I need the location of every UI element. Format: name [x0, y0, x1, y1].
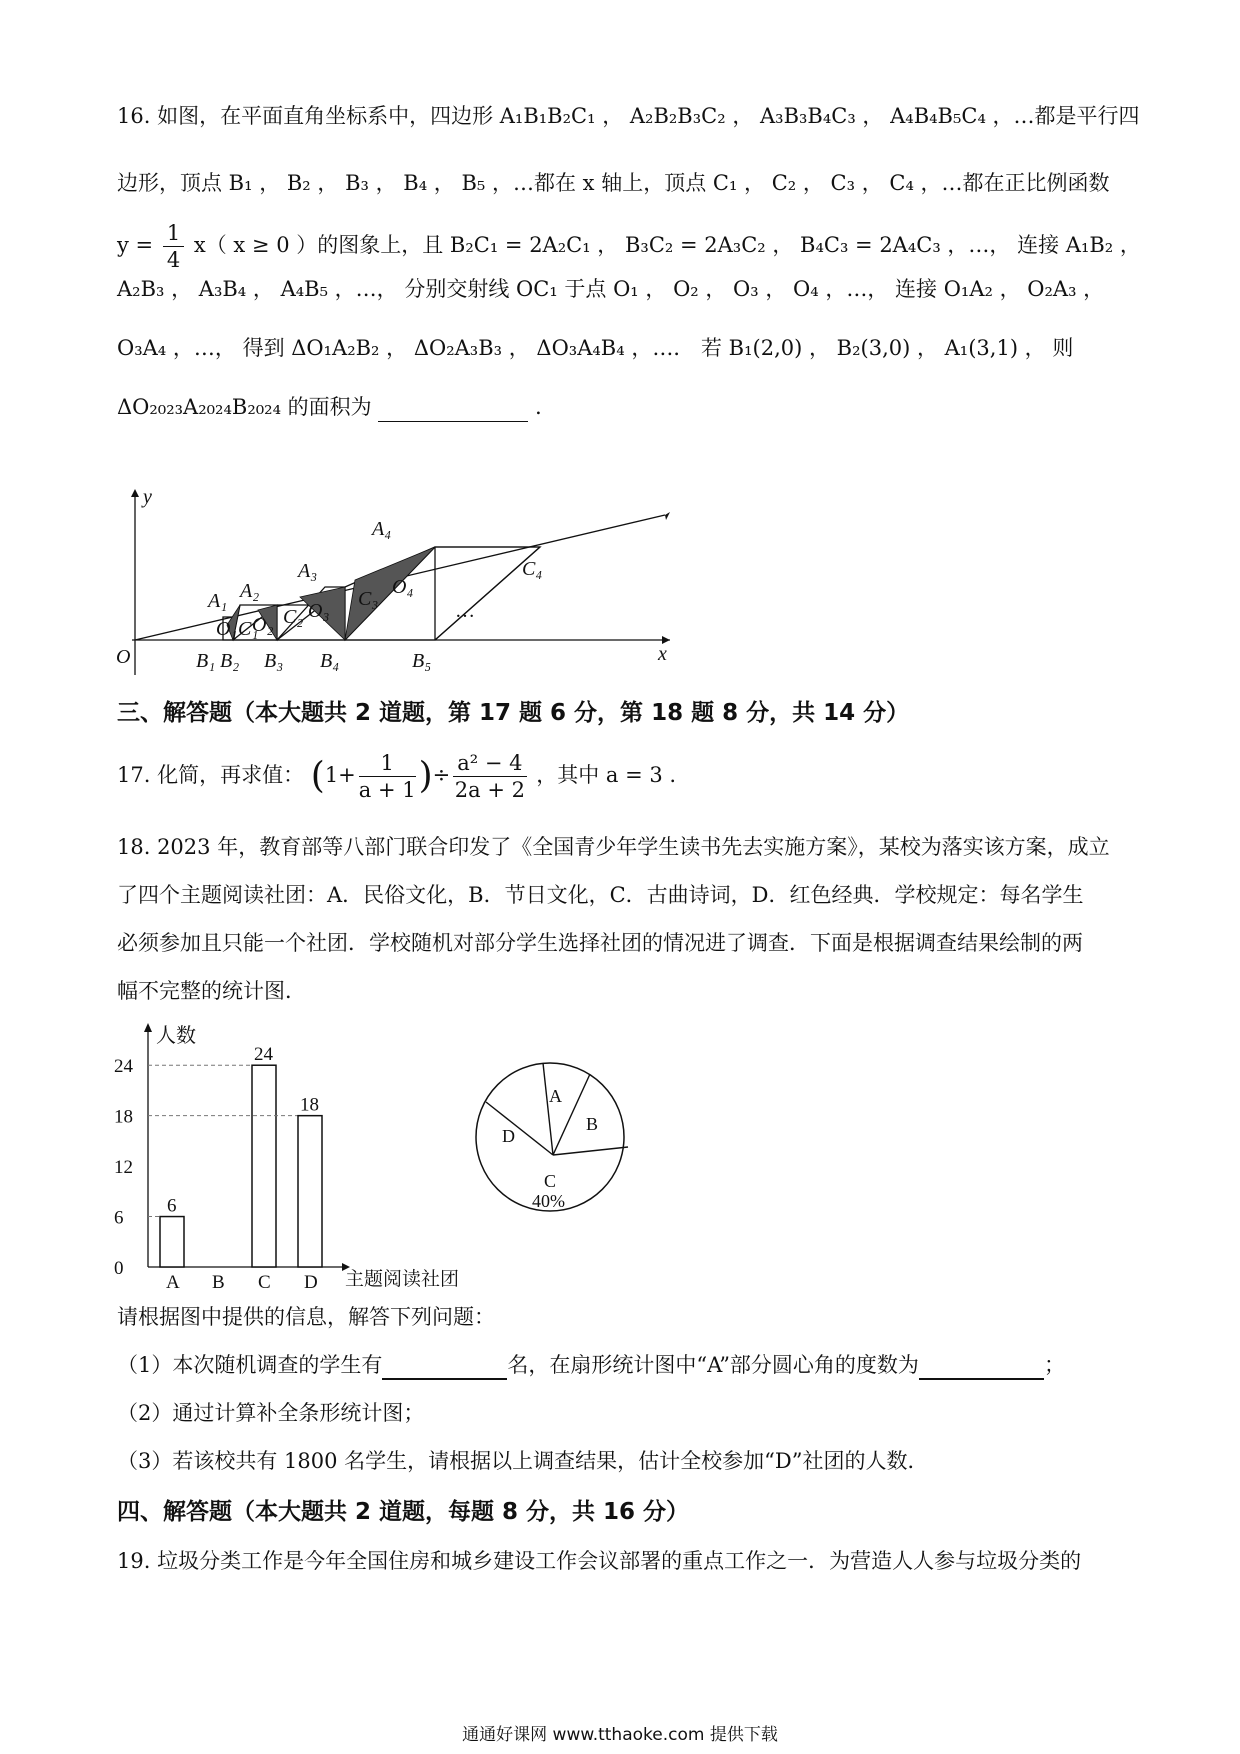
pie-label-D: D [502, 1126, 515, 1146]
answer-blank-count[interactable] [382, 1358, 507, 1380]
label-B4: B₄ [320, 650, 340, 672]
label-A2: A₂ [240, 580, 260, 602]
label-x: x [658, 643, 667, 665]
label-B3: B₃ [264, 650, 284, 672]
q16-line-5: O₃A₄ ，…， 得到 ΔO₁A₂B₂ ， ΔO₂A₃B₃ ， ΔO₃A₄B₄ ，…． 若 B₁(2,0) ， B₂(3,0) ， A₁(3,1) ， 则 [117, 336, 1074, 360]
category-label-C: C [258, 1272, 271, 1290]
q18-sub-1 [117, 1350, 1065, 1380]
q17-frac1-den: a + 1 [358, 778, 416, 802]
category-label-D: D [304, 1272, 318, 1290]
q18-line-1: 18. 2023 年，教育部等八部门联合印发了《全国青少年学生读书先去实施方案》，某校为落实该方案，成立 [117, 835, 1110, 859]
q16-line-3 [117, 220, 1141, 273]
label-dots: … [455, 600, 475, 622]
category-label-A: A [166, 1272, 180, 1290]
data-label-C: 24 [254, 1044, 273, 1066]
q16-function-lhs: y = [117, 233, 154, 257]
q16-line-6-end: ． [535, 395, 557, 419]
y-tick-label: 6 [114, 1207, 124, 1229]
q16-line-6-text: ΔO₂₀₂₃A₂₀₂₄B₂₀₂₄ 的面积为 [117, 395, 372, 419]
q18-sub1-text-a: （1）本次随机调查的学生有 [117, 1353, 383, 1377]
q17-prefix: 17. 化简，再求值： [117, 763, 305, 787]
q18-prompt: 请根据图中提供的信息，解答下列问题： [117, 1305, 495, 1329]
bar-A [160, 1217, 184, 1267]
q17-fraction-1 [359, 750, 416, 803]
pie-label-C: C [544, 1171, 557, 1191]
q18-sub1-text-b: 名，在扇形统计图中“A”部分圆心角的度数为 [507, 1353, 919, 1377]
q16-line-2: 边形，顶点 B₁ ， B₂ ， B₃ ， B₄ ， B₅ ，…都在 x 轴上，顶点 C₁ ， C₂ ， C₃ ， C₄ ，…都在正比例函数 [117, 171, 1110, 195]
section-4-heading: 四、解答题（本大题共 2 道题，每题 8 分，共 16 分） [117, 1499, 690, 1525]
label-O1: O₁ [216, 618, 238, 640]
label-A1: A₁ [208, 590, 228, 612]
label-B1: B₁ [196, 650, 216, 672]
category-label-B: B [212, 1272, 225, 1290]
label-C3: C₃ [358, 588, 379, 610]
answer-blank-angle[interactable] [919, 1358, 1044, 1380]
bar-chart [110, 1020, 490, 1290]
q17-frac1-num: 1 [359, 750, 416, 777]
x-axis-label: 主题阅读社团 [345, 1269, 460, 1290]
y-tick-label: 12 [114, 1157, 133, 1179]
q17-frac2-num: a² − 4 [453, 750, 526, 777]
q16-line-4: A₂B₃ ， A₃B₄ ， A₄B₅ ，…， 分别交射线 OC₁ 于点 O₁ ， O₂ ， O₃ ， O₄ ，…， 连接 O₁A₂ ， O₂A₃ ， [117, 277, 1105, 301]
footer: 通通好课网 www.tthaoke.com 提供下载 [462, 1725, 778, 1745]
q18-sub-2: （2）通过计算补全条形统计图； [117, 1401, 425, 1425]
q18-sub1-text-c: ； [1043, 1353, 1065, 1377]
data-label-A: 6 [167, 1195, 177, 1217]
label-B2: B₂ [220, 650, 240, 672]
label-y: y [143, 486, 152, 508]
q16-line-1: 16. 如图，在平面直角坐标系中，四边形 A₁B₁B₂C₁ ， A₂B₂B₃C₂ ， A₃B₃B₄C₃ ， A₄B₄B₅C₄ ，…都是平行四 [117, 104, 1140, 128]
bar-C [252, 1065, 276, 1267]
q16-fraction [163, 220, 184, 273]
q16-line-6 [117, 392, 556, 422]
pie-annotation-C: 40% [532, 1191, 565, 1211]
y-tick-label: 24 [114, 1056, 133, 1078]
label-O3: O₃ [308, 600, 330, 622]
data-label-D: 18 [300, 1094, 319, 1116]
q17-frac2-den: 2a + 2 [454, 778, 525, 802]
label-O2: O₂ [252, 614, 274, 636]
label-A4: A₄ [372, 518, 392, 540]
q18-line-2: 了四个主题阅读社团：A．民俗文化，B．节日文化，C．古曲诗词，D．红色经典．学校规定：每名学生 [117, 883, 1084, 907]
answer-blank[interactable] [378, 401, 528, 422]
q18-sub-3: （3）若该校共有 1800 名学生，请根据以上调查结果，估计全校参加“D”社团的人数． [117, 1449, 929, 1473]
label-C4: C₄ [522, 558, 543, 580]
q17-fraction-2 [453, 750, 526, 803]
label-origin: O [116, 646, 131, 668]
q18-line-3: 必须参加且只能一个社团．学校随机对部分学生选择社团的情况进了调查．下面是根据调查结果绘制的两 [117, 931, 1083, 955]
q17-suffix: ，其中 a = 3 . [536, 763, 677, 787]
pie-label-B: B [586, 1114, 599, 1134]
y-axis-arrow [131, 489, 139, 497]
right-paren: ) [418, 755, 433, 797]
label-C1: C₁ [238, 618, 259, 640]
label-A3: A₃ [298, 560, 318, 582]
y-tick-label: 18 [114, 1106, 133, 1128]
y-axis-arrow [144, 1023, 152, 1032]
label-B5: B₅ [412, 650, 432, 672]
y-axis-label: 人数 [156, 1025, 196, 1047]
y-tick-label: 0 [114, 1258, 124, 1279]
pie-chart [470, 1055, 630, 1225]
label-O4: O₄ [392, 576, 414, 598]
left-paren: ( [310, 755, 325, 797]
label-C2: C₂ [283, 606, 304, 628]
q16-fraction-numerator: 1 [163, 220, 184, 247]
q18-line-4: 幅不完整的统计图． [117, 979, 306, 1003]
q17: 17. 化简，再求值： (1+ $\frac{1}{a + 1}$ )÷ $\frac{\text{a² − 4}}{2a + 2}$ ，其中 a = 3 . [117, 751, 677, 802]
q16-figure [110, 485, 690, 685]
pie-label-A: A [549, 1086, 562, 1106]
q19-line-1: 19. 垃圾分类工作是今年全国住房和城乡建设工作会议部署的重点工作之一．为营造人人参与垃圾分类的 [117, 1549, 1082, 1573]
bar-D [298, 1116, 322, 1267]
q16-fraction-denominator: 4 [166, 248, 181, 272]
section-3-heading: 三、解答题（本大题共 2 道题，第 17 题 6 分，第 18 题 8 分，共 14 分） [117, 700, 910, 726]
q16-line-3-text: x（ x ≥ 0 ）的图象上，且 B₂C₁ = 2A₂C₁ ， B₃C₂ = 2A₃C₂ ， B₄C₃ = 2A₄C₃ ，…， 连接 A₁B₂ ， [193, 233, 1141, 257]
